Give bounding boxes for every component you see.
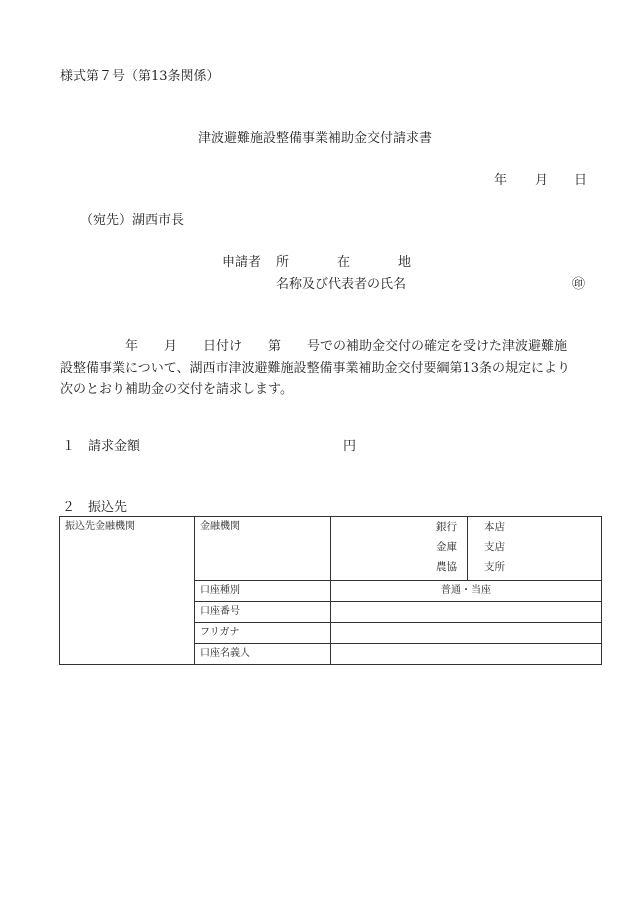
date-month: 月 (535, 173, 549, 188)
date-year: 年 (494, 173, 508, 188)
branch-type-main: 本店 (484, 521, 505, 533)
branch-type-office: 支所 (484, 561, 505, 573)
account-type-value[interactable]: 普通・当座 (331, 581, 602, 602)
paragraph-line-1: 年 月 日付け 第 号での補助金交付の確定を受けた津波避難施 (60, 339, 568, 354)
row-label-account-type: 口座種別 (195, 581, 331, 602)
seal-mark: ㊞ (572, 277, 586, 292)
section-request-amount: １ 請求金額 (62, 439, 141, 454)
applicant-label: 申請者 (222, 255, 262, 270)
transfer-table (59, 516, 602, 665)
account-holder-value[interactable] (331, 644, 602, 665)
account-number-value[interactable] (331, 602, 602, 623)
addressee: （宛先）湖西市長 (80, 213, 185, 228)
address-char-3: 地 (398, 255, 412, 270)
financial-institution-header: 振込先金融機関 (60, 517, 195, 665)
yen-unit: 円 (343, 439, 357, 454)
row-label-furigana: フリガナ (195, 623, 331, 644)
row-label-account-holder: 口座名義人 (195, 644, 331, 665)
bank-type-agri: 農協 (436, 561, 457, 573)
form-number: 様式第７号（第13条関係） (60, 69, 220, 84)
address-char-2: 在 (337, 255, 351, 270)
bank-type-bank: 銀行 (436, 521, 457, 533)
bank-type-shinkin: 金庫 (436, 541, 457, 553)
representative-name-label: 名称及び代表者の氏名 (276, 277, 407, 292)
table-row (60, 517, 602, 581)
row-label-account-number: 口座番号 (195, 602, 331, 623)
document-title: 津波避難施設整備事業補助金交付請求書 (197, 131, 432, 146)
paragraph-line-3: 次のとおり補助金の交付を請求します。 (60, 382, 293, 397)
furigana-value[interactable] (331, 623, 602, 644)
section-transfer-destination: ２ 振込先 (62, 500, 128, 515)
institution-cell[interactable] (331, 517, 602, 581)
request-paragraph (60, 336, 570, 401)
branch-type-branch: 支店 (484, 541, 505, 553)
date-day: 日 (574, 173, 588, 188)
row-label-institution: 金融機関 (195, 517, 331, 581)
paragraph-line-2: 設整備事業について、湖西市津波避難施設整備事業補助金交付要綱第13条の規定により (60, 360, 571, 376)
address-char-1: 所 (276, 255, 290, 270)
